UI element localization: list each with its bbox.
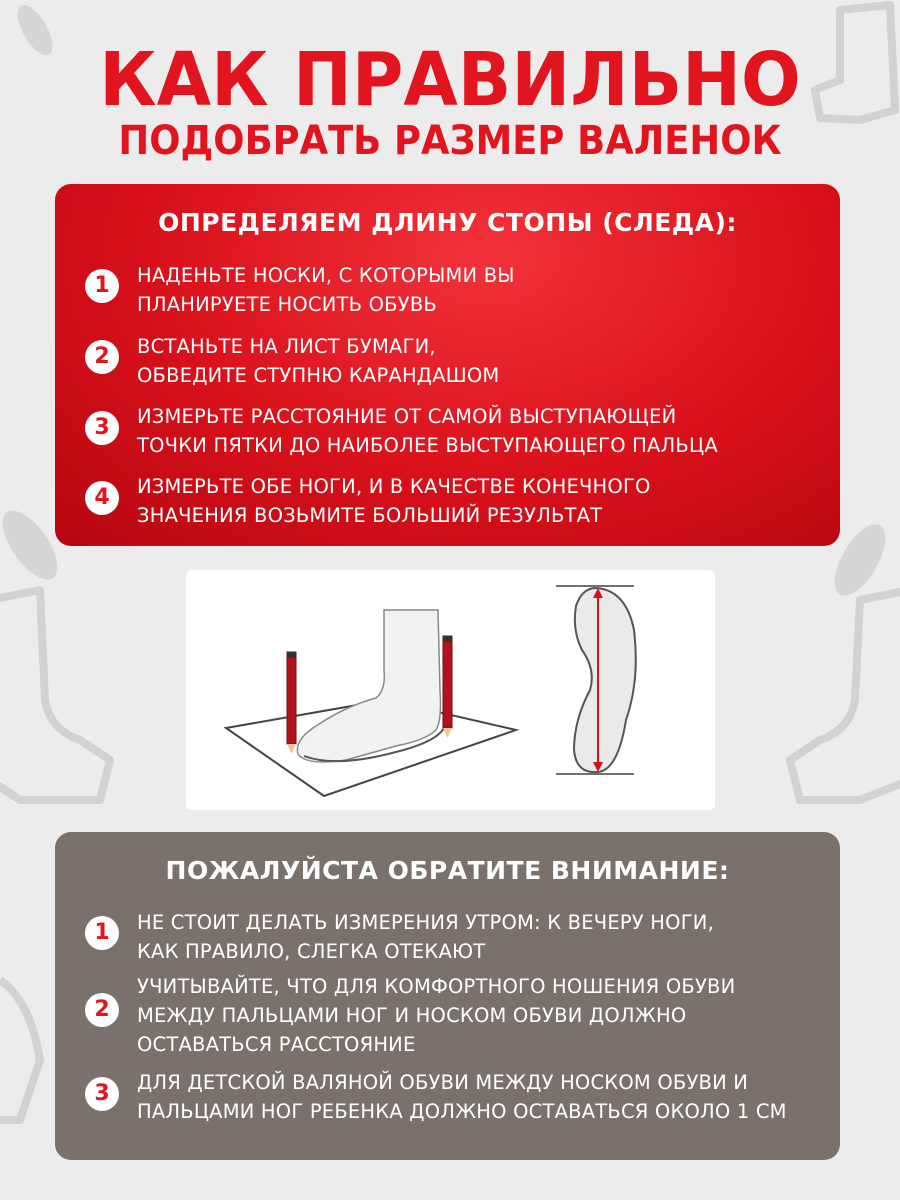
step-number: 3 — [85, 411, 119, 445]
attention-card-title: ПОЖАЛУЙСТА ОБРАТИТЕ ВНИМАНИЕ: — [165, 856, 730, 885]
step-text: ИЗМЕРЬТЕ ОБЕ НОГИ, И В КАЧЕСТВЕ КОНЕЧНОГО ЗНАЧЕНИЯ ВОЗЬМИТЕ БОЛЬШИЙ РЕЗУЛЬТАТ — [137, 475, 651, 527]
step-number: 4 — [85, 481, 119, 515]
note-text: НЕ СТОИТ ДЕЛАТЬ ИЗМЕРЕНИЯ УТРОМ: К ВЕЧЕРУ НОГИ, КАК ПРАВИЛО, СЛЕГКА ОТЕКАЮТ — [137, 911, 714, 963]
footprint-icon — [574, 588, 636, 772]
step-text: НАДЕНЬТЕ НОСКИ, С КОТОРЫМИ ВЫ ПЛАНИРУЕТЕ НОСИТЬ ОБУВЬ — [137, 264, 515, 316]
measure-instructions-card — [55, 184, 840, 546]
step-text: ИЗМЕРЬТЕ РАССТОЯНИЕ ОТ САМОЙ ВЫСТУПАЮЩЕЙ ТОЧКИ ПЯТКИ ДО НАИБОЛЕЕ ВЫСТУПАЮЩЕГО ПАЛЬЦА — [137, 405, 718, 457]
pencil-icon — [443, 636, 452, 738]
page-subtitle: ПОДОБРАТЬ РАЗМЕР ВАЛЕНОК — [118, 118, 782, 164]
step-number: 2 — [85, 340, 119, 374]
note-number: 2 — [85, 993, 119, 1027]
note-number: 3 — [85, 1077, 119, 1111]
note-text: УЧИТЫВАЙТЕ, ЧТО ДЛЯ КОМФОРТНОГО НОШЕНИЯ ОБУВИ МЕЖДУ ПАЛЬЦАМИ НОГ И НОСКОМ ОБУВИ ДОЛЖНО ОСТАВАТЬСЯ РАССТОЯНИЕ — [137, 975, 736, 1056]
measure-card-title: ОПРЕДЕЛЯЕМ ДЛИНУ СТОПЫ (СЛЕДА): — [158, 208, 737, 237]
note-text: ДЛЯ ДЕТСКОЙ ВАЛЯНОЙ ОБУВИ МЕЖДУ НОСКОМ ОБУВИ И ПАЛЬЦАМИ НОГ РЕБЕНКА ДОЛЖНО ОСТАВАТЬСЯ ОКОЛО 1 СМ — [137, 1071, 787, 1123]
pencil-icon — [287, 652, 296, 754]
attention-card — [55, 832, 840, 1160]
note-number: 1 — [85, 916, 119, 950]
step-text: ВСТАНЬТЕ НА ЛИСТ БУМАГИ, ОБВЕДИТЕ СТУПНЮ КАРАНДАШОМ — [137, 335, 500, 387]
foot-measurement-illustration — [186, 570, 715, 810]
page-title: КАК ПРАВИЛЬНО — [99, 37, 801, 123]
step-number: 1 — [85, 269, 119, 303]
foot-outline-icon — [297, 610, 440, 762]
